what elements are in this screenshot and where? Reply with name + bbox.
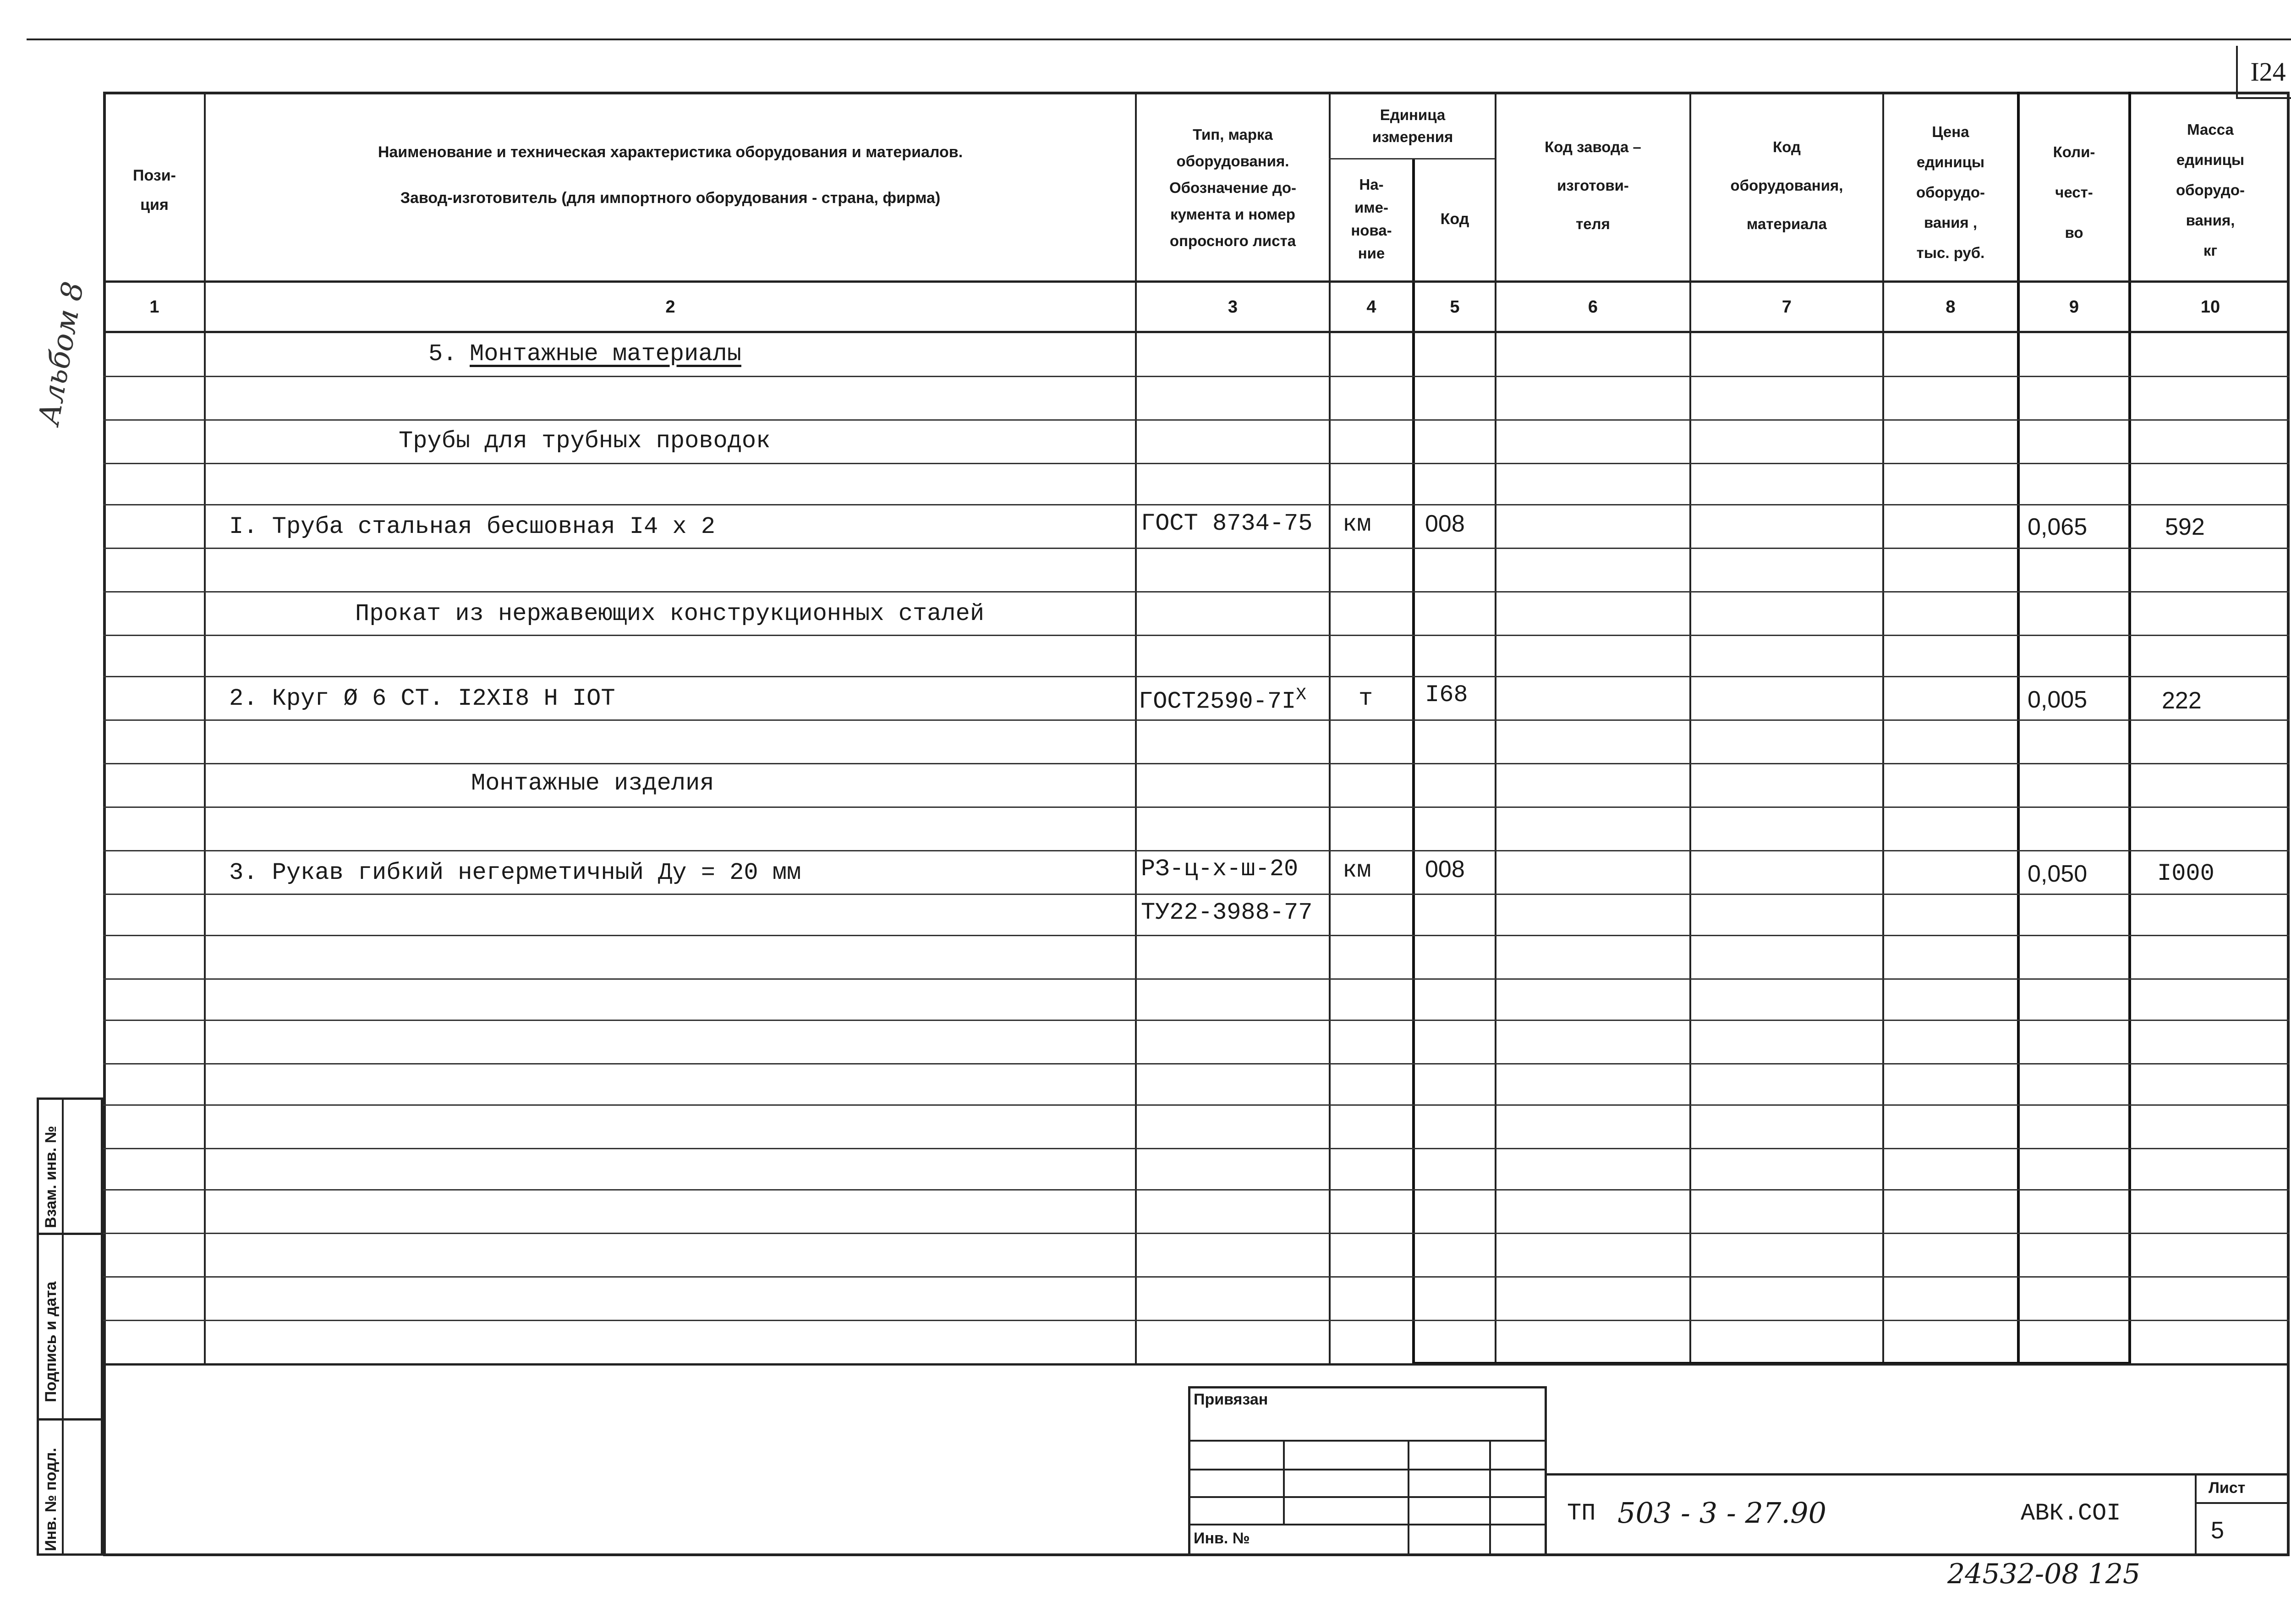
item2-code: I68 <box>1425 681 1468 708</box>
colnum-1: 1 <box>149 297 159 317</box>
list-value: 5 <box>2211 1517 2224 1544</box>
side-stamp-sep-1 <box>37 1233 103 1235</box>
doc-code: 503 - 3 - 27.90 <box>1617 1496 1827 1530</box>
list-box-left <box>2195 1473 2197 1556</box>
list-box-sep <box>2195 1502 2290 1504</box>
side-label-inv: Инв. № подл. <box>42 1448 60 1551</box>
mounting-items-heading: Монтажные изделия <box>471 770 714 797</box>
side-label-vzam: Взам. инв. № <box>42 1125 60 1228</box>
header-unit-price: Цена единицы оборудо- вания , тыс. руб. <box>1916 123 1985 261</box>
pipes-heading: Трубы для трубных проводок <box>399 428 771 455</box>
privyazan-line-4 <box>1188 1524 1547 1525</box>
colnum-8: 8 <box>1946 297 1956 317</box>
bottom-archive-code: 24532-08 125 <box>1947 1558 2141 1590</box>
item3-doc: РЗ-ц-х-ш-20 <box>1141 856 1299 883</box>
colnum-3: 3 <box>1228 297 1238 317</box>
item1-unit: км <box>1343 511 1371 538</box>
item2-doc-text: ГОСТ2590-7I <box>1139 688 1296 715</box>
colnum-2: 2 <box>665 297 675 317</box>
privyazan-vline-2 <box>1408 1440 1409 1556</box>
item2-unit: т <box>1359 685 1373 712</box>
docblock-top-line <box>1547 1473 2290 1476</box>
item1-mass: 592 <box>2165 514 2205 540</box>
inv-no-label: Инв. № <box>1194 1530 1250 1547</box>
item3-code: 008 <box>1425 856 1465 883</box>
header-factory-code: Код завода – изготови- теля <box>1545 138 1641 232</box>
side-stamp-sep-2 <box>37 1418 103 1421</box>
side-stamp-divider <box>62 1097 64 1556</box>
side-label-podpis: Подпись и дата <box>42 1281 60 1402</box>
privyazan-vline-1 <box>1283 1440 1285 1524</box>
header-unit-group: Единица измерения <box>1372 106 1453 145</box>
item2-doc <box>1139 675 1306 716</box>
privyazan-vline-3 <box>1489 1440 1491 1556</box>
doc-code-prefix: ТП <box>1567 1500 1596 1527</box>
item2-mass: 222 <box>2162 687 2202 714</box>
colnum-9: 9 <box>2069 297 2079 317</box>
header-unit-code: Код <box>1440 210 1469 228</box>
item3-name: 3. Рукав гибкий негерметичный Ду = 20 мм <box>229 859 801 886</box>
album-label: Альбом 8 <box>32 279 91 428</box>
colnum-4: 4 <box>1366 297 1376 317</box>
colnum-10: 10 <box>2200 297 2220 317</box>
header-type-doc: Тип, марка оборудования. Обозначение до- кумента и номер опросного листа <box>1169 126 1296 249</box>
privyazan-line-1 <box>1188 1440 1547 1442</box>
colnum-5: 5 <box>1450 297 1460 317</box>
header-name-line2: Завод-изготовитель (для импортного оборудования - страна, фирма) <box>400 189 941 207</box>
privyazan-line-3 <box>1188 1496 1547 1498</box>
col-sep-4 <box>1412 158 1415 1363</box>
colnum-6: 6 <box>1588 297 1598 317</box>
item1-qty: 0,065 <box>2028 514 2088 540</box>
item3-qty: 0,050 <box>2028 861 2088 887</box>
item2-doc-superscript: X <box>1296 685 1307 705</box>
rolled-steel-heading: Прокат из нержавеющих конструкционных сталей <box>355 600 985 627</box>
privyazan-label: Привязан <box>1194 1391 1268 1408</box>
item3-unit: км <box>1343 857 1371 884</box>
privyazan-line-2 <box>1188 1469 1547 1470</box>
top-rule <box>27 38 2291 40</box>
item2-name: 2. Круг Ø 6 СТ. I2XI8 Н IОТ <box>229 685 615 712</box>
list-label: Лист <box>2209 1479 2246 1497</box>
header-name-line1: Наименование и техническая характеристика оборудования и материалов. <box>378 143 963 161</box>
sheet-number: I24 <box>2236 46 2291 99</box>
header-position: Пози- ция <box>133 167 176 214</box>
item3-doc2: ТУ22-3988-77 <box>1141 899 1313 926</box>
header-bottom-line <box>103 280 2290 283</box>
section5-title: Монтажные материалы <box>470 340 741 368</box>
header-material-code: Код оборудования, материала <box>1730 138 1843 232</box>
item2-qty: 0,005 <box>2028 686 2088 713</box>
colnum-bottom-line <box>103 331 2290 333</box>
item1-doc: ГОСТ 8734-75 <box>1141 510 1313 537</box>
header-unit-name: На- име- нова- ние <box>1351 176 1392 262</box>
section5-number: 5. <box>428 340 457 368</box>
item1-name: I. Труба стальная бесшовная I4 x 2 <box>229 513 715 540</box>
header-unit-mass: Масса единицы оборудо- вания, кг <box>2176 121 2245 259</box>
colnum-7: 7 <box>1781 297 1792 317</box>
header-quantity: Коли- чест- во <box>2053 143 2095 241</box>
item1-code: 008 <box>1425 510 1465 537</box>
unit-subheader-line <box>1329 158 1495 159</box>
abk-code: АВК.COI <box>2021 1500 2121 1527</box>
item3-mass: I000 <box>2157 860 2214 887</box>
